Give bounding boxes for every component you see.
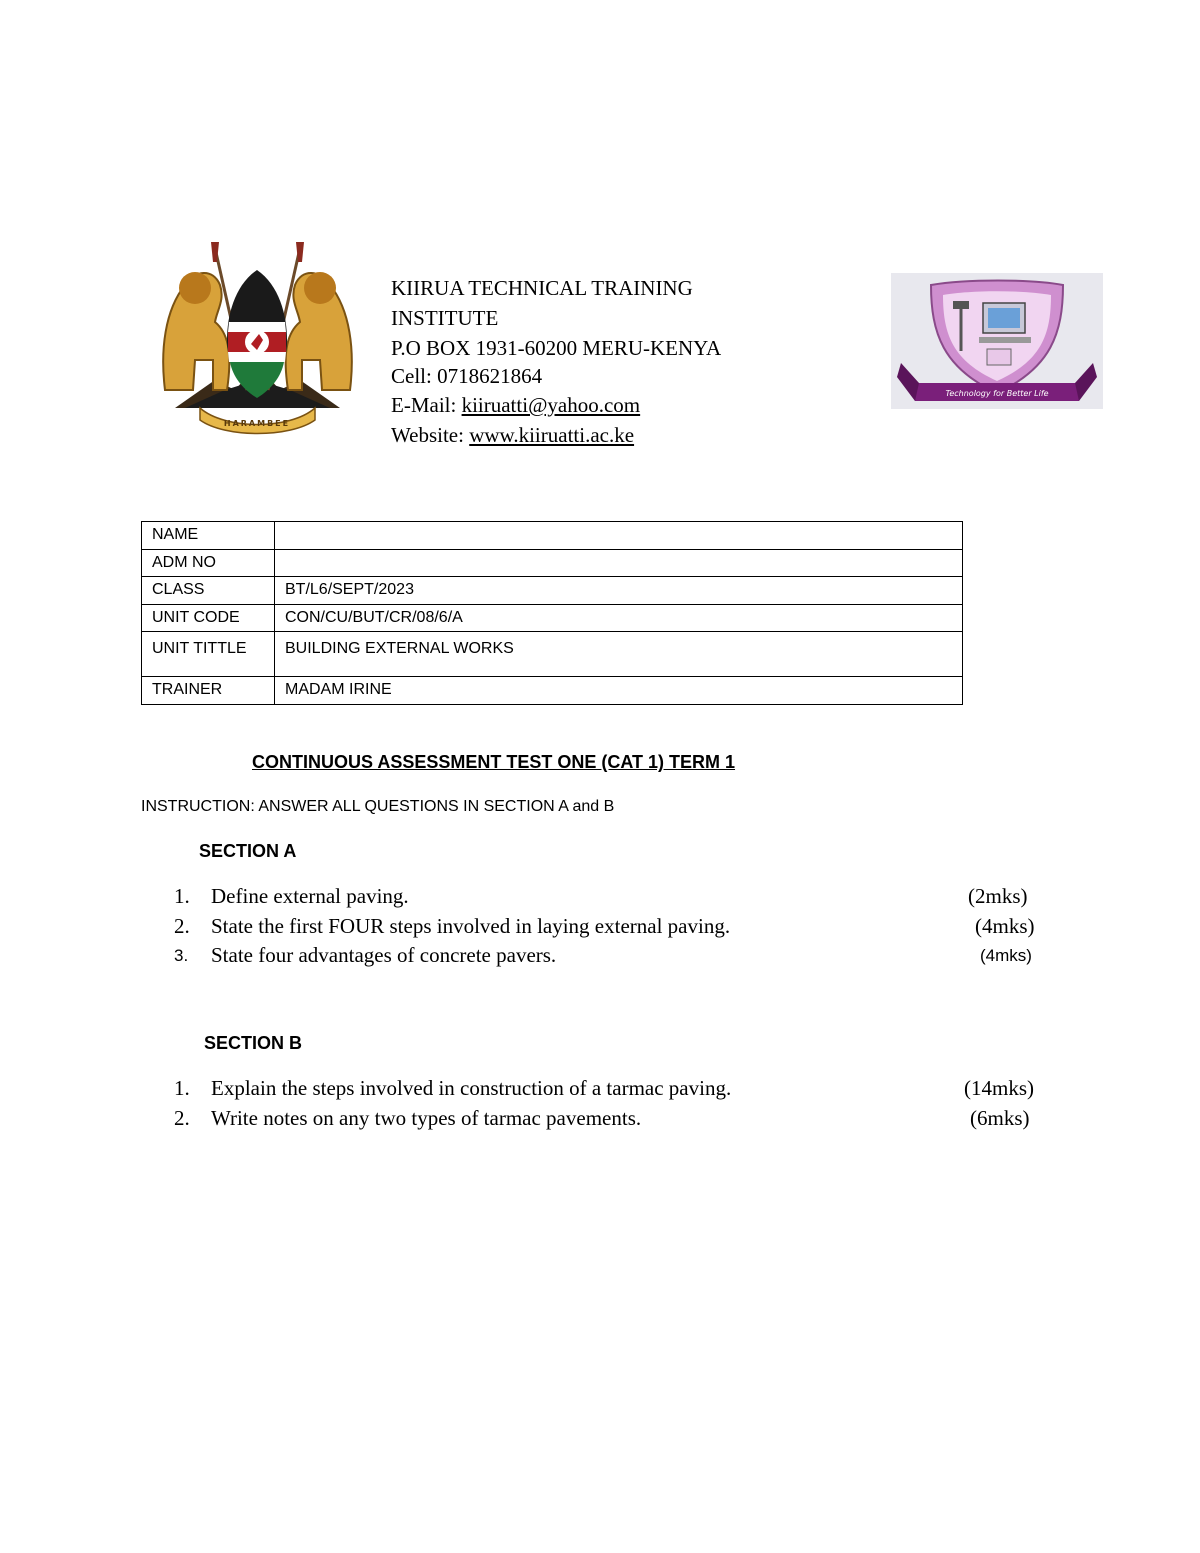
adm-no-label: ADM NO <box>142 549 275 577</box>
question-number: 2. <box>174 914 190 938</box>
website-label: Website: <box>391 423 470 447</box>
question-number: 3. <box>174 946 189 965</box>
email-link[interactable]: kiiruatti@yahoo.com <box>461 393 641 417</box>
question-marks: (6mks) <box>970 1106 1030 1130</box>
question-text: Define external paving. <box>211 884 409 908</box>
name-field[interactable] <box>275 522 963 550</box>
table-row <box>142 549 963 577</box>
question-text: Explain the steps involved in construction of a tarmac paving. <box>211 1076 732 1100</box>
website-line <box>391 421 634 451</box>
institute-name-line2: INSTITUTE <box>391 306 499 330</box>
unit-code-label: UNIT CODE <box>142 604 275 632</box>
table-row <box>142 577 963 605</box>
instruction-text: INSTRUCTION: ANSWER ALL QUESTIONS IN SECTION A and B <box>141 798 615 815</box>
exam-title: CONTINUOUS ASSESSMENT TEST ONE (CAT 1) TERM 1 <box>252 752 736 772</box>
section-b-heading: SECTION B <box>204 1033 303 1053</box>
trainer-value: MADAM IRINE <box>275 677 963 705</box>
class-value: BT/L6/SEPT/2023 <box>275 577 963 605</box>
question-number: 2. <box>174 1106 190 1130</box>
table-row <box>142 632 963 677</box>
coat-of-arms-logo <box>155 240 360 440</box>
svg-text:Technology for Better Life: Technology for Better Life <box>945 389 1049 398</box>
table-row <box>142 522 963 550</box>
question-marks: (4mks) <box>980 946 1032 965</box>
adm-no-field[interactable] <box>275 549 963 577</box>
question-marks: (2mks) <box>968 884 1028 908</box>
svg-text:HARAMBEE: HARAMBEE <box>223 419 291 428</box>
class-label: CLASS <box>142 577 275 605</box>
institute-name: KIIRUA TECHNICAL TRAINING <box>391 276 693 300</box>
email-line <box>391 391 640 421</box>
unit-title-value: BUILDING EXTERNAL WORKS <box>275 632 963 677</box>
website-link[interactable]: www.kiiruatti.ac.ke <box>469 423 635 447</box>
unit-code-value: CON/CU/BUT/CR/08/6/A <box>275 604 963 632</box>
postal-address: P.O BOX 1931-60200 MERU-KENYA <box>391 336 722 360</box>
question-text: State four advantages of concrete pavers. <box>211 943 557 967</box>
section-a-heading: SECTION A <box>199 841 297 861</box>
student-details-table <box>141 521 963 705</box>
question-marks: (14mks) <box>964 1076 1034 1100</box>
question-text: State the first FOUR steps involved in laying external paving. <box>211 914 731 938</box>
table-row <box>142 677 963 705</box>
name-label: NAME <box>142 522 275 550</box>
institute-logo <box>891 273 1103 409</box>
phone-number: Cell: 0718621864 <box>391 364 543 388</box>
email-label: E-Mail: <box>391 393 462 417</box>
unit-title-label: UNIT TITTLE <box>142 632 275 677</box>
question-number: 1. <box>174 1076 190 1100</box>
question-number: 1. <box>174 884 190 908</box>
trainer-label: TRAINER <box>142 677 275 705</box>
question-text: Write notes on any two types of tarmac pavements. <box>211 1106 642 1130</box>
table-row <box>142 604 963 632</box>
question-marks: (4mks) <box>975 914 1035 938</box>
